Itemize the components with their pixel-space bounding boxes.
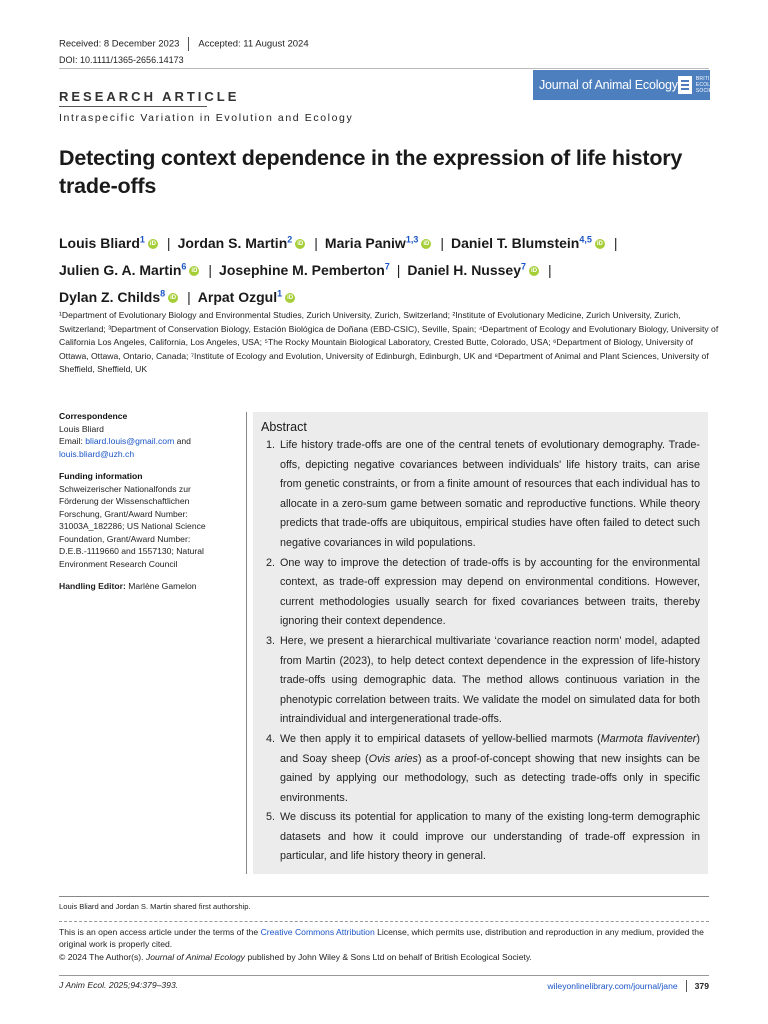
sidebar (59, 410, 231, 603)
received-accepted-line (59, 37, 309, 51)
footer-right (547, 980, 709, 992)
author[interactable]: Jordan S. Martin$^2$ (177, 234, 293, 251)
orcid-icon[interactable]: iD (149, 240, 156, 247)
author[interactable]: Daniel H. Nussey$^7$ (407, 261, 527, 278)
email-label: Email: (59, 436, 86, 446)
abstract-heading: Abstract (261, 420, 307, 434)
doi[interactable]: DOI: 10.1111/1365-2656.14173 (59, 55, 184, 65)
author-list: Louis Bliard$^1$ iD | Jordan S. Martin$^2$ iD | Maria Paniw$^{1,3}$ iD | Daniel T. Blumstein$^{4,5}$ iD | Julien G. A. Martin$^6$ iD | Josephine M. Pemberton$^7$ | Daniel H. Nussey$^7$ iD | Dylan Z. Childs$^8$ iD | Arpat Ozgul$^1$ iD (59, 234, 618, 305)
orcid-icon[interactable]: iD (423, 240, 430, 247)
funding-heading: Funding information (59, 471, 143, 481)
orcid-icon[interactable]: iD (596, 240, 603, 247)
author[interactable]: Dylan Z. Childs$^8$ (59, 288, 166, 305)
author[interactable]: Arpat Ozgul$^1$ (197, 288, 283, 305)
abstract-divider (246, 412, 247, 874)
footer-rule (59, 975, 709, 976)
received-date: Received: 8 December 2023 (59, 38, 180, 50)
orcid-icon[interactable]: iD (170, 295, 177, 302)
orcid-icon[interactable]: iD (287, 295, 294, 302)
abstract-item: 5. We discuss its potential for application to many of the existing long-term demographic datasets and how it could improve our understanding of trade-off expression in particular, and life history theory in general. (278, 808, 700, 867)
orcid-icon[interactable]: iD (191, 268, 198, 275)
affiliations: ¹Department of Evolutionary Biology and Environmental Studies, Zurich University, Zurich, Switzerland; ²Institute of Evolutionary Medicine, Zurich University, Zurich, Switzerland; ³Department of Conservation Biology, Estación Biológica de Doñana (EBD-CSIC), Seville, Spain; ⁴Department of Ecology and Evolutionary Biology, University of California Los Angeles, California, Los Angeles, USA; ⁵The Rocky Mountain Biological Laboratory, Crested Butte, Colorado, USA; ⁶Department of Biology, University of Ottawa, Ottawa, Ontario, Canada; ⁷Institute of Ecology and Evolution, University of Edinburgh, Edinburgh, UK and ⁸Department of Animal and Plant Sciences, University of Sheffield, Sheffield, UK (59, 310, 719, 375)
journal-url-link[interactable]: wileyonlinelibrary.com/journal/jane (547, 981, 678, 991)
abstract-box (253, 412, 708, 874)
abstract-item: 4. We then apply it to empirical datasets of yellow-bellied marmots (Marmota flaviventer) and Soay sheep (Ovis aries) as a proof-of-concept showing that new insights can be gained by applying our methodology, such as detecting trade-offs only in specific environments. (278, 730, 700, 808)
author[interactable]: Daniel T. Blumstein$^{4,5}$ (450, 234, 592, 251)
subject-category: Intraspecific Variation in Evolution and Ecology (59, 112, 354, 124)
header-rule (59, 68, 709, 69)
license-rule (59, 921, 709, 922)
divider (188, 37, 189, 51)
page-number: 379 (694, 981, 709, 991)
author[interactable]: Josephine M. Pemberton$^7$ (219, 261, 390, 278)
orcid-icon[interactable]: iD (531, 268, 538, 275)
license-text: This is an open access article under the terms of the Creative Commons Attribution License, which permits use, distribution and reproduction in any medium, provided the original work is properly cited. © 2024 The Author(s). Journal of Animal Ecology published by John Wiley & Sons Ltd on behalf of British Ecological Society. (59, 927, 704, 962)
orcid-icon[interactable]: iD (297, 240, 304, 247)
journal-name: Journal of Animal Ecology (539, 78, 678, 92)
society-logo (678, 76, 735, 94)
article-title: Detecting context dependence in the expression of life history trade-offs (59, 146, 683, 198)
email-link[interactable]: bliard.louis@gmail.com (85, 436, 175, 446)
funding-text: Schweizerischer Nationalfonds zur Förderung der Wissenschaftlichen Forschung, Grant/Award Number: 31003A_182286; US National Science Foundation, Grant/Award Number: D.E.B.-1119660 and 1557130; Natural Environment Research Council (59, 483, 206, 569)
correspondence-block: Louis Bliard Email: bliard.louis@gmail.com and louis.bliard@uzh.ch (59, 423, 191, 459)
abstract-item: 1. Life history trade-offs are one of the central tenets of evolutionary demography. Trade-offs, depicting negative covariances between individuals' life history traits, can arise from genetic constraints, or from a finite amount of resources that each individual has to allocate in a zero-sum game between somatic and reproductive functions. While theory predicts that trade-offs are ubiquitous, empirical studies have often failed to detect such negative covariances in wild populations. (278, 436, 700, 554)
author[interactable]: Maria Paniw$^{1,3}$ (324, 234, 419, 251)
author[interactable]: Julien G. A. Martin$^6$ (59, 261, 187, 278)
authorship-footnote: Louis Bliard and Jordan S. Martin shared first authorship. (59, 902, 251, 911)
abstract-list (253, 436, 708, 867)
correspondence-heading: Correspondence (59, 411, 128, 421)
license-link[interactable]: Creative Commons Attribution (260, 927, 375, 937)
email-link[interactable]: louis.bliard@uzh.ch (59, 448, 135, 459)
society-icon (678, 76, 692, 94)
journal-badge[interactable] (533, 70, 731, 100)
correspondence-name: Louis Bliard (59, 423, 104, 434)
abstract-item: 3. Here, we present a hierarchical multivariate ‘covariance reaction norm’ model, adapted from Martin (2023), to help detect context dependence in the expression of life-history trade-offs using demographic data. The method allows continuous variation in the phenotypic correlation between traits. We validate the model on simulated data for both intraindividual and intergenerational trade-offs. (278, 632, 700, 730)
society-name: BRITISH ECOLOGICAL SOCIETY (695, 76, 731, 94)
article-type-underline (59, 106, 207, 107)
accepted-date: Accepted: 11 August 2024 (198, 38, 309, 50)
handling-editor: Handling Editor: Marlène Gamelon (59, 581, 197, 591)
abstract-item: 2. One way to improve the detection of trade-offs is by accounting for the environmental context, as trade-off expression may depend on environmental conditions. However, current methodologies usually search for fixed covariances between traits, thereby ignoring their context dependence. (278, 554, 700, 632)
author[interactable]: Louis Bliard$^1$ (59, 234, 145, 251)
citation: J Anim Ecol. 2025;94:379–393. (59, 980, 179, 990)
article-type: RESEARCH ARTICLE (59, 89, 240, 104)
footnote-rule (59, 896, 709, 897)
